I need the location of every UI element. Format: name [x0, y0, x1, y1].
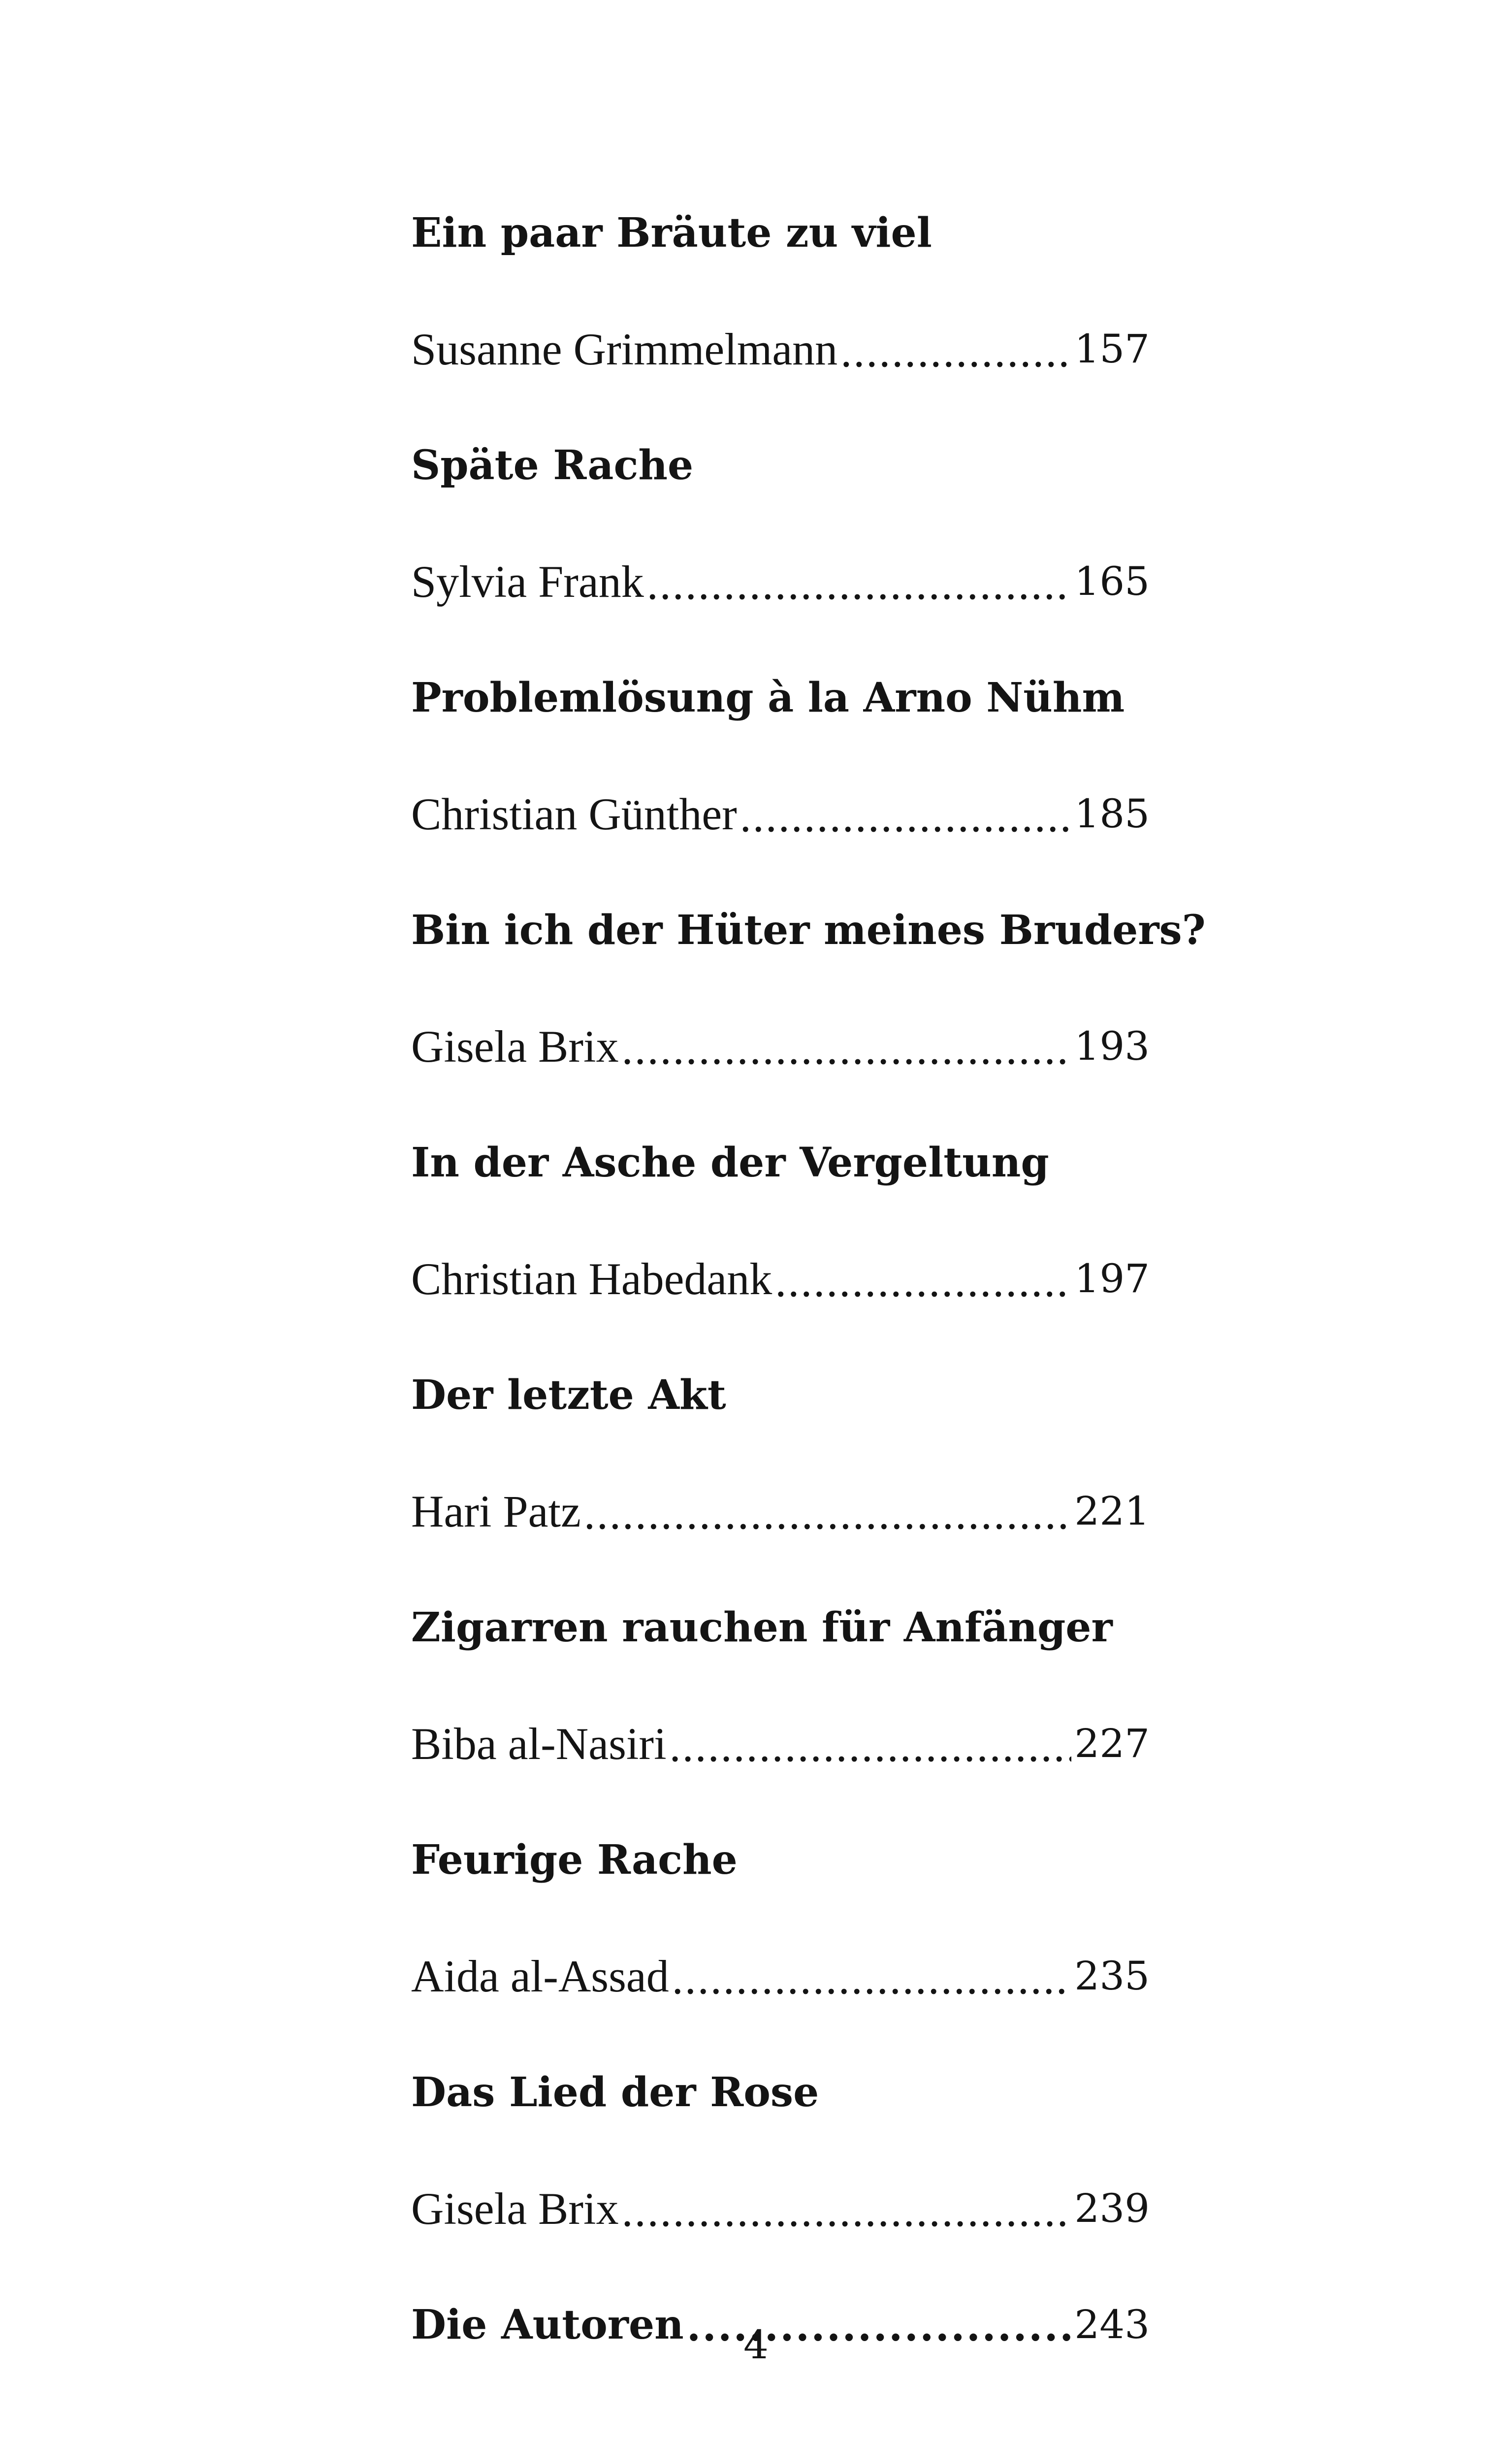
toc-entry [411, 1105, 1150, 1337]
toc-entry-page: 235 [1074, 1953, 1150, 1999]
toc-entry-author-line [411, 523, 1150, 640]
dot-leader [670, 1723, 1072, 1768]
toc-entry-page: 197 [1074, 1256, 1150, 1302]
toc-entry-title: Ein paar Bräute zu viel [411, 209, 932, 257]
toc-entry-title: In der Asche der Vergeltung [411, 1139, 1049, 1186]
toc-entry-author-line [411, 1453, 1150, 1569]
toc-entry-author: Susanne Grimmelmann [411, 324, 838, 374]
toc-entry [411, 1569, 1150, 1802]
dot-leader [622, 1026, 1072, 1071]
toc-entry-author: Biba al-Nasiri [411, 1719, 667, 1769]
toc-entry-page: 157 [1074, 326, 1150, 372]
toc-entry-page: 221 [1074, 1488, 1150, 1534]
toc-entry-title: Problemlösung à la Arno Nühm [411, 674, 1125, 721]
page-number: 4 [743, 2322, 769, 2368]
toc-entry-author: Christian Habedank [411, 1254, 772, 1304]
dot-leader [622, 2188, 1072, 2233]
toc-entry-title: Der letzte Akt [411, 1371, 726, 1419]
toc-entry-author-line [411, 1686, 1150, 1802]
toc-entry-author-line [411, 756, 1150, 872]
toc-entry-author-line [411, 1221, 1150, 1337]
toc-entry-author: Gisela Brix [411, 2183, 619, 2234]
toc-entry-page: 185 [1074, 791, 1150, 837]
toc-entry [411, 1337, 1150, 1569]
toc-entry-author-line [411, 2150, 1150, 2267]
toc-entry [411, 1802, 1150, 2034]
toc-entry-author: Hari Patz [411, 1486, 581, 1536]
toc-entry-page: 165 [1074, 558, 1150, 604]
toc-entry-title: Späte Rache [411, 442, 694, 489]
toc-entry-title: Feurige Rache [411, 1836, 738, 1884]
toc-entry-page: 193 [1074, 1023, 1150, 1069]
toc-entry-title: Bin ich der Hüter meines Bruders? [411, 907, 1206, 954]
dot-leader [840, 328, 1071, 374]
toc-entry-author: Christian Günther [411, 789, 737, 839]
toc-final-page: 243 [1074, 2302, 1150, 2347]
toc-entry [411, 407, 1150, 640]
toc-entry-author: Aida al-Assad [411, 1951, 669, 2001]
toc-entry-author-line [411, 988, 1150, 1105]
toc-entry-page: 239 [1074, 2185, 1150, 2231]
dot-leader [647, 561, 1072, 606]
dot-leader [740, 793, 1072, 839]
toc-entry [411, 175, 1150, 407]
table-of-contents [411, 175, 1206, 2383]
toc-entry [411, 2034, 1150, 2267]
toc-entry [411, 872, 1206, 1105]
dot-leader [775, 1258, 1071, 1303]
dot-leader [584, 1491, 1071, 1536]
toc-entry-title: Das Lied der Rose [411, 2069, 819, 2116]
toc-entry-author: Gisela Brix [411, 1021, 619, 1072]
toc-final-title: Die Autoren [411, 2301, 684, 2348]
toc-entry-author-line [411, 1918, 1150, 2034]
dot-leader [672, 1955, 1072, 2001]
toc-entry-page: 227 [1074, 1721, 1150, 1766]
toc-entry [411, 640, 1150, 872]
toc-entry-title: Zigarren rauchen für Anfänger [411, 1604, 1113, 1651]
toc-entry-author-line [411, 291, 1150, 407]
toc-entry-author: Sylvia Frank [411, 556, 644, 607]
